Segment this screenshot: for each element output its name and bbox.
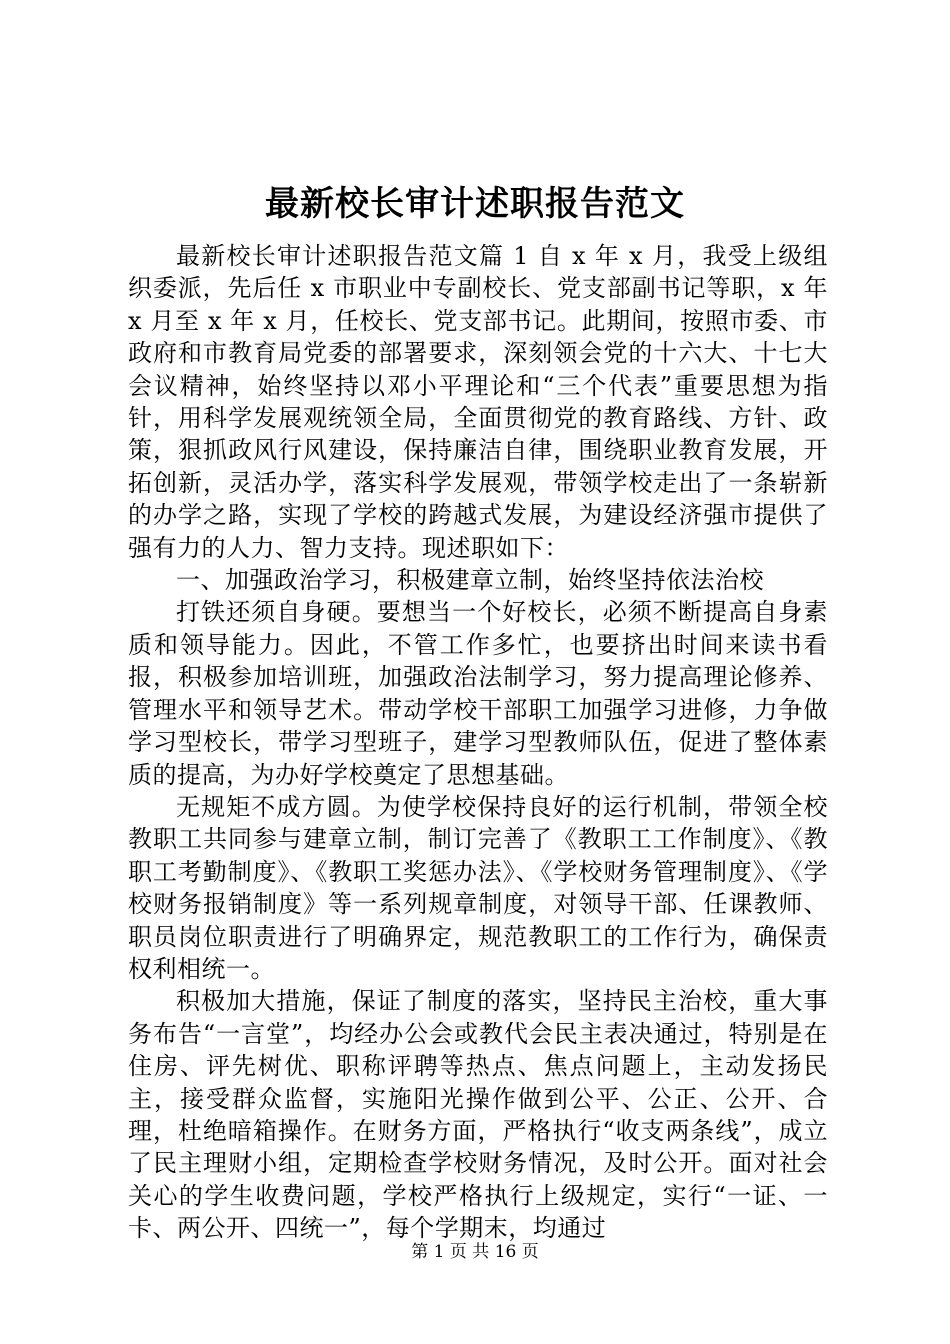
paragraph-democracy: 积极加大措施，保证了制度的落实，坚持民主治校，重大事务布告“一言堂”，均经办公会或教代会民主表决通过，特别是在住房、评先树优、职称评聘等热点、焦点问题上，主动发扬民主，接受群众监督，实施阳光操作做到公平、公正、公开、合理，杜绝暗箱操作。在财务方面，严格执行“收支两条线”，成立了民主理财小组，定期检查学校财务情况，及时公开。面对社会关心的学生收费问题，学校严格执行上级规定，实行“一证、一卡、两公开、四统一”，每个学期末，均通过	[128, 987, 828, 1243]
section-heading-1: 一、加强政治学习，积极建章立制，始终坚持依法治校	[176, 566, 764, 595]
paragraph-intro: 最新校长审计述职报告范文篇 1 自 x 年 x 月，我受上级组织委派，先后任 x 市职业中专副校长、党支部副书记等职，x 年 x 月至 x 年 x 月，任校长、党支部书记。此期间，按照市委、市政府和市教育局党委的部署要求，深刻领会党的十六大、十七大会议精神，始终坚持以邓小平理论和“三个代表”重要思想为指针，用科学发展观统领全局，全面贯彻党的教育路线、方针、政策，狠抓政风行风建设，保持廉洁自律，围绕职业教育发展，开拓创新，灵活办学，落实科学发展观，带领学校走出了一条崭新的办学之路，实现了学校的跨越式发展，为建设经济强市提供了强有力的人力、智力支持。现述职如下：	[128, 242, 828, 562]
paragraph-rules: 无规矩不成方圆。为使学校保持良好的运行机制，带领全校教职工共同参与建章立制，制订完善了《教职工工作制度》、《教职工考勤制度》、《教职工奖惩办法》、《学校财务管理制度》、《学校财务报销制度》等一系列规章制度，对领导干部、任课教师、职员岗位职责进行了明确界定，规范教职工的工作行为，确保责权利相统一。	[128, 792, 828, 983]
paragraph-self-study: 打铁还须自身硬。要想当一个好校长，必须不断提高自身素质和领导能力。因此，不管工作多忙，也要挤出时间来读书看报，积极参加培训班，加强政治法制学习，努力提高理论修养、管理水平和领导艺术。带动学校干部职工加强学习进修，力争做学习型校长，带学习型班子，建学习型教师队伍，促进了整体素质的提高，为办好学校奠定了思想基础。	[128, 598, 828, 789]
page-number-footer: 第 1 页 共 16 页	[411, 1242, 539, 1262]
document-title: 最新校长审计述职报告范文	[265, 184, 685, 224]
document-body	[128, 240, 828, 1245]
